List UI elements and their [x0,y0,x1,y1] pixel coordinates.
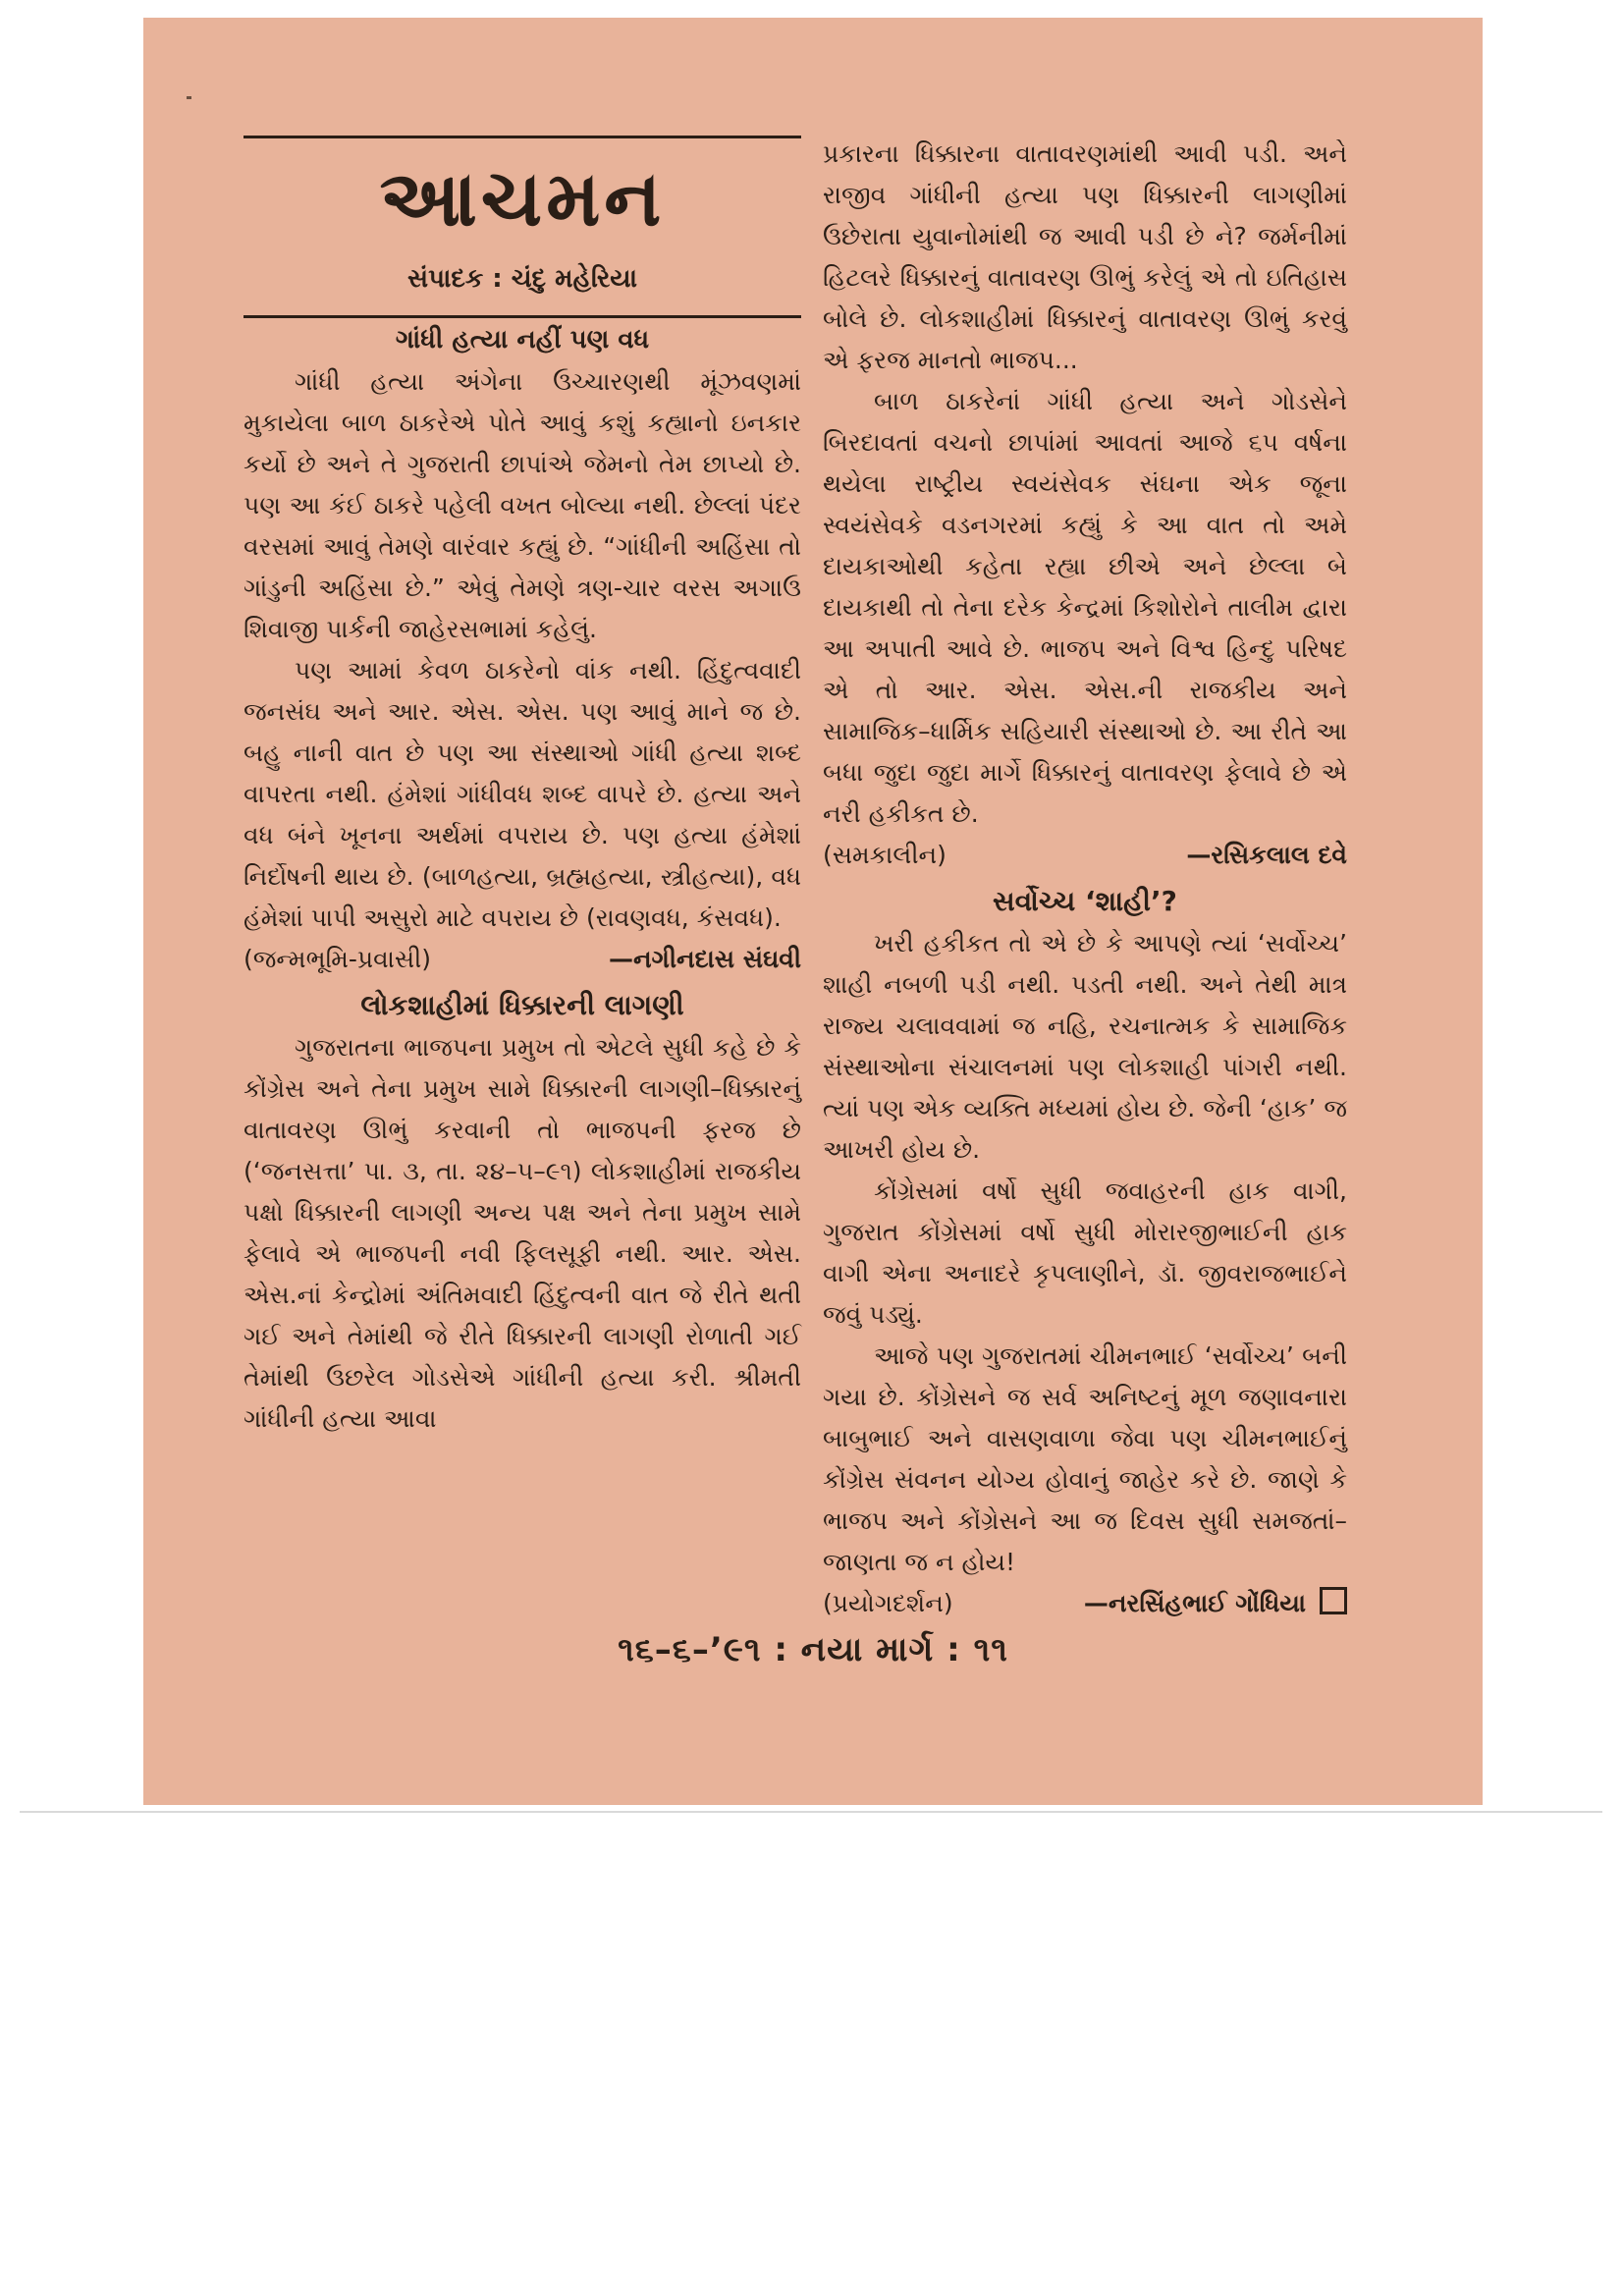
article-paragraph: ગાંધી હત્યા અંગેના ઉચ્ચારણથી મૂંઝવણમાં મુકાયેલા બાળ ઠાકરેએ પોતે આવું કશું કહ્યાનો ઇનકાર કર્યો છે અને તે ગુજરાતી છાપાંએ જેમનો તેમ છાપ્યો છે. પણ આ કંઈ ઠાકરે પહેલી વખત બોલ્યા નથી. છેલ્લાં પંદર વરસમાં આવું તેમણે વારંવાર કહ્યું છે. “ગાંધીની અહિંસા તો ગાંડુની અહિંસા છે.” એવું તેમણે ત્રણ-ચાર વરસ અગાઉ શિવાજી પાર્કની જાહેરસભામાં કહેલું. [243,367,801,643]
article-source: (સમકાલીન) [823,841,947,869]
article-signoff [823,835,1347,876]
article-paragraph: કોંગ્રેસમાં વર્ષો સુધી જવાહરની હાક વાગી, ગુજરાત કોંગ્રેસમાં વર્ષો સુધી મોરારજીભાઈની હાક વાગી એના અનાદરે કૃપલાણીને, ડૉ. જીવરાજભાઈને જવું પડ્યું. [823,1176,1347,1329]
page-edge-line [20,1811,1602,1813]
page-footer: ૧૬–૬–’૯૧ : નયા માર્ગ : ૧૧ [618,1630,1008,1669]
right-column [823,134,1347,1624]
article-paragraph: પણ આમાં કેવળ ઠાકરેનો વાંક નથી. હિંદુત્વવાદી જનસંઘ અને આર. એસ. એસ. પણ આવું માને જ છે. બહુ નાની વાત છે પણ આ સંસ્થાઓ ગાંધી હત્યા શબ્દ વાપરતા નથી. હંમેશાં ગાંધીવધ શબ્દ વાપરે છે. હત્યા અને વધ બંને ખૂનના અર્થમાં વપરાય છે. પણ હત્યા હંમેશાં નિર્દોષની થાય છે. (બાળહત્યા, બ્રહ્મહત્યા, સ્ત્રીહત્યા), વધ હંમેશાં પાપી અસુરો માટે વપરાય છે (રાવણવધ, કંસવધ). [243,656,801,932]
article-paragraph: ખરી હકીકત તો એ છે કે આપણે ત્યાં ‘સર્વોચ્ચ’ શાહી નબળી પડી નથી. પડતી નથી. અને તેથી માત્ર રાજ્ય ચલાવવામાં જ નહિ, રચનાત્મક કે સામાજિક સંસ્થાઓના સંચાલનમાં પણ લોકશાહી પાંગરી નથી. ત્યાં પણ એક વ્યક્તિ મધ્યમાં હોય છે. જેની ‘હાક’ જ આખરી હોય છે. [823,929,1347,1164]
article-paragraph: બાળ ઠાકરેનાં ગાંધી હત્યા અને ગોડસેને બિરદાવતાં વચનો છાપાંમાં આવતાં આજે ૬૫ વર્ષના થયેલા રાષ્ટ્રીય સ્વયંસેવક સંઘના એક જૂના સ્વયંસેવકે વડનગરમાં કહ્યું કે આ વાત તો અમે દાયકાઓથી કહેતા રહ્યા છીએ અને છેલ્લા બે દાયકાથી તો તેના દરેક કેન્દ્રમાં કિશોરોને તાલીમ દ્વારા આ અપાતી આવે છે. ભાજપ અને વિશ્વ હિન્દુ પરિષદ એ તો આર. એસ. એસ.ની રાજકીય અને સામાજિક–ધાર્મિક સહિયારી સંસ્થાઓ છે. આ રીતે આ બધા જુદા જુદા માર્ગે ધિક્કારનું વાતાવરણ ફેલાવે છે એ નરી હકીકત છે. [823,387,1347,828]
article-signoff [823,1583,1347,1624]
article-source: (પ્રયોગદર્શન) [823,1589,953,1617]
article-paragraph-continued: પ્રકારના ધિક્કારના વાતાવરણમાંથી આવી પડી. અને રાજીવ ગાંધીની હત્યા પણ ધિક્કારની લાગણીમાં ઉછેરાતા યુવાનોમાંથી જ આવી પડી છે ને? જર્મનીમાં હિટલરે ધિક્કારનું વાતાવરણ ઊભું કરેલું એ તો ઇતિહાસ બોલે છે. લોકશાહીમાં ધિક્કારનું વાતાવરણ ઊભું કરવું એ ફરજ માનતો ભાજપ... [823,139,1347,374]
article-author: —નગીનદાસ સંઘવી [608,945,801,973]
article-signoff [243,939,801,980]
masthead-title: આચમન [379,155,666,244]
article-heading: ગાંધી હત્યા નહીં પણ વધ [395,325,650,355]
masthead-editor: સંપાદક : ચંદુ મહેરિયા [407,264,637,294]
article-heading: લોકશાહીમાં ધિક્કારની લાગણી [360,989,684,1021]
article-paragraph: આજે પણ ગુજરાતમાં ચીમનભાઈ ‘સર્વોચ્ચ’ બની ગયા છે. કોંગ્રેસને જ સર્વ અનિષ્ટનું મૂળ જણાવનારા બાબુભાઈ અને વાસણવાળા જેવા પણ ચીમનભાઈનું કોંગ્રેસ સંવનન યોગ્ય હોવાનું જાહેર કરે છે. જાણે કે ભાજપ અને કોંગ્રેસને આ જ દિવસ સુધી સમજતાં–જાણતા જ ન હોય! [823,1341,1347,1576]
scan-speck [187,96,191,99]
article-heading: સર્વોચ્ચ ‘શાહી’? [993,885,1177,917]
left-column [243,136,801,1440]
end-of-article-box-icon [1320,1587,1347,1614]
article-author: —રસિકલાલ દવે [1186,841,1347,869]
masthead-top-rule [243,136,801,138]
article-paragraph: ગુજરાતના ભાજપના પ્રમુખ તો એટલે સુધી કહે છે કે કોંગ્રેસ અને તેના પ્રમુખ સામે ધિક્કારની લાગણી–ધિક્કારનું વાતાવરણ ઊભું કરવાની તો ભાજપની ફરજ છે (‘જનસત્તા’ પા. ૩, તા. ૨૪–૫–૯૧) લોકશાહીમાં રાજકીય પક્ષો ધિક્કારની લાગણી અન્ય પક્ષ અને તેના પ્રમુખ સામે ફેલાવે એ ભાજપની નવી ફિલસૂફી નથી. આર. એસ. એસ.નાં કેન્દ્રોમાં અંતિમવાદી હિંદુત્વની વાત જે રીતે થતી ગઈ અને તેમાંથી જે રીતે ધિક્કારની લાગણી રોળાતી ગઈ તેમાંથી ઉછરેલ ગોડસેએ ગાંધીની હત્યા કરી. શ્રીમતી ગાંધીની હત્યા આવા [243,1033,801,1433]
article-source: (જન્મભૂમિ-પ્રવાસી) [243,945,431,973]
author-group [1084,1583,1347,1624]
article-author: —નરસિંહભાઈ ગોંધિયા [1083,1589,1306,1617]
